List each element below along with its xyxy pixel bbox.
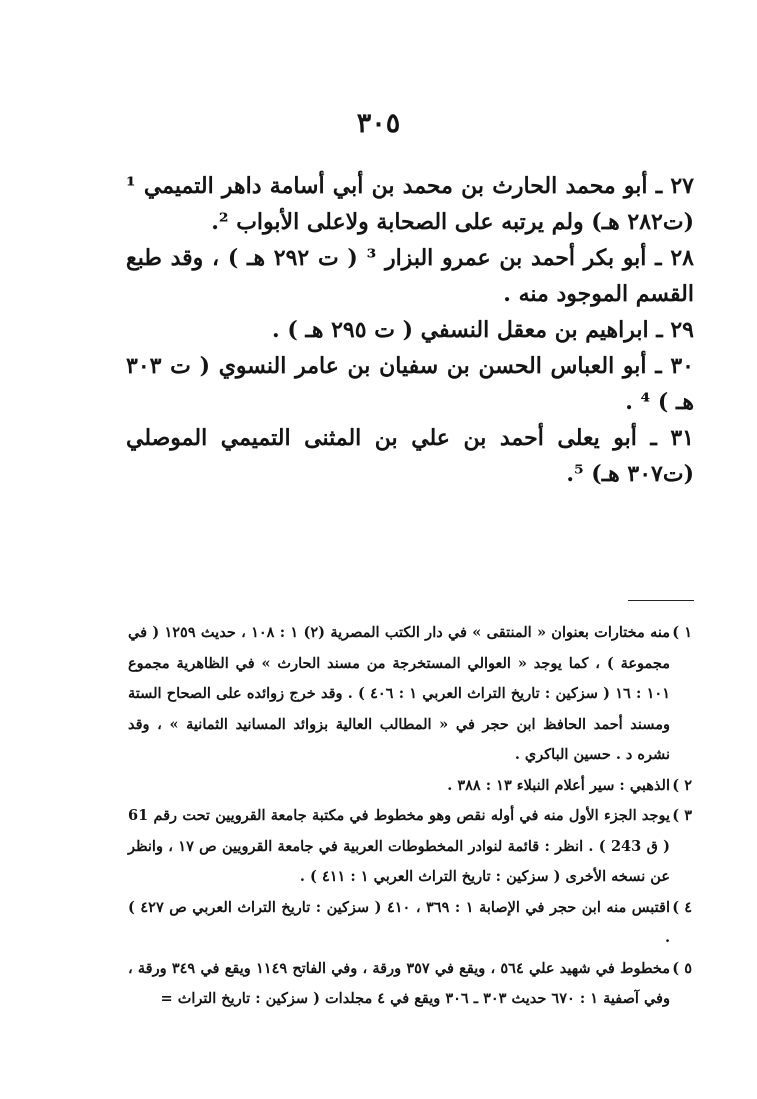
footnote-2 [128,771,692,802]
entry-28: ٢٨ ـ أبو بكر أحمد بن عمرو البزار ³ ( ت ٢٩٢ هـ ) ، وقد طبع القسم الموجود منه . [126,245,694,307]
main-text [126,168,694,492]
footnote-5 [128,954,692,1015]
entry-30: ٣٠ ـ أبو العباس الحسن بن سفيان بن عامر النسوي ( ت ٣٠٣ هـ ) ⁴ . [126,353,694,415]
page-number: ٣٠٥ [356,108,401,139]
footnote-number: ١ ) [672,624,692,641]
footnote-separator [628,600,694,601]
entry-27: ٢٧ ـ أبو محمد الحارث بن محمد بن أبي أسامة داهر التميمي ¹ (ت٢٨٢ هـ) ولم يرتبه على الصحابة ولاعلى الأبواب ². [126,173,694,235]
footnote-number: ٥ ) [672,959,692,977]
footnote-3 [128,801,692,893]
footnote-text: الذهبي : سير أعلام النبلاء ١٣ : ٣٨٨ . [447,776,670,794]
footnote-1 [128,618,692,771]
footnote-number: ٣ ) [672,807,692,824]
footnote-text: يوجد الجزء الأول منه في أوله نقص وهو مخطوط في مكتبة جامعة القرويين تحت رقم 61 ( ق 243 ) . انظر : قائمة لنوادر المخطوطات العربية في جامعة القرويين ص ١٧ ، وانظر عن نسخه الأخرى ( سزكين : تاريخ التراث العربي ١ : ٤١١ ) . [128,807,670,885]
footnote-number: ٢ ) [672,776,692,794]
footnote-4 [128,893,692,954]
footnote-text: منه مختارات بعنوان « المنتقى » في دار الكتب المصرية (٢) ١ : ١٠٨ ، حديث ١٢٥٩ ( في مجموعة ) ، كما يوجد « العوالي المستخرجة من مسند الحارث » في الظاهرية مجموع ١٠١ : ١٦ ( سزكين : تاريخ التراث العربي ١ : ٤٠٦ ) . وقد خرج زوائده على الصحاح الستة ومسند أحمد الحافظ ابن حجر في « المطالب العالية بزوائد المسانيد الثمانية » ، وقد نشره د . حسين الباكري . [128,624,671,763]
footnote-text: مخطوط في شهيد علي ٥٦٤ ، ويقع في ٣٥٧ ورقة ، وفي الفاتح ١١٤٩ ويقع في ٣٤٩ ورقة ، وفي آصفية ١ : ٦٧٠ حديث ٣٠٣ ـ ٣٠٦ ويقع في ٤ مجلدات ( سزكين : تاريخ التراث = [128,959,670,1007]
footnote-number: ٤ ) [672,898,692,916]
entry-29: ٢٩ ـ ابراهيم بن معقل النسفي ( ت ٢٩٥ هـ ) . [272,317,694,343]
footnote-text: اقتبس منه ابن حجر في الإصابة ١ : ٣٦٩ ، ٤١٠ ( سزكين : تاريخ التراث العربي ص ٤٢٧ ) . [128,898,670,946]
footnotes [128,618,692,1015]
entry-31: ٣١ ـ أبو يعلى أحمد بن علي بن المثنى التميمي الموصلي (ت٣٠٧ هـ) ⁵. [126,425,694,487]
